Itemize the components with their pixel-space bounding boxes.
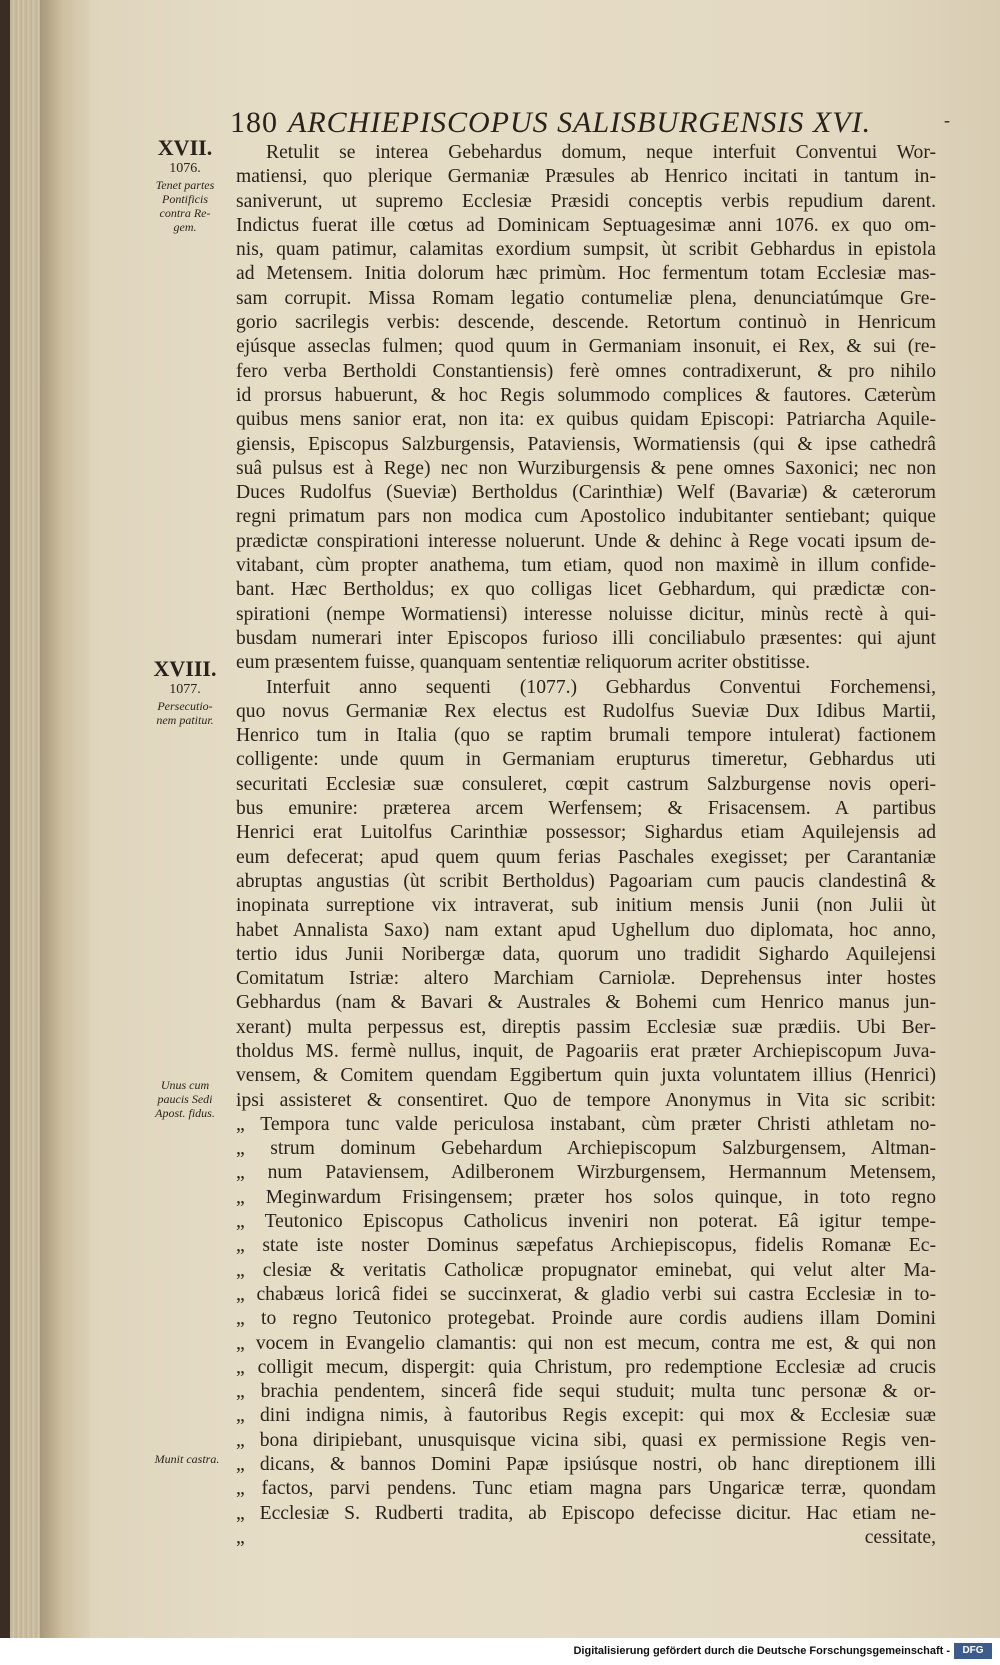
text-line: suâ pulsus est à Rege) nec non Wurziburgensis & pene omnes Saxonici; nec non: [236, 457, 936, 479]
text-line: bant. Hæc Bertholdus; ex quo colligas licet Gebhardum, qui prædictæ con-: [236, 579, 936, 601]
running-head: [230, 106, 930, 146]
margin-text-line: contra Re-: [159, 206, 211, 220]
text-line: Retulit se interea Gebehardus domum, neque interfuit Conventui Wor-: [266, 142, 936, 163]
margin-text-line: Pontificis: [162, 192, 208, 206]
margin-text-line: Unus cum: [160, 1078, 210, 1092]
running-title: ARCHIEPISCOPUS SALISBURGENSIS XVI.: [288, 106, 872, 139]
margin-note-unus-cum: [141, 1078, 229, 1120]
section-number: XVIII.: [153, 656, 217, 681]
text-line: „ Meginwardum Frisingensem; præter hos solos quinque, in toto regno: [236, 1186, 936, 1208]
gutter-shadow: [40, 0, 90, 1638]
text-line: xerant) multa perpessus est, direptis passim Ecclesiæ suæ prædiis. Ubi Ber-: [236, 1016, 936, 1038]
margin-year: 1076.: [169, 161, 201, 176]
text-line: eum defecerat; apud quem quum ferias Paschales exegisset; per Carantaniæ: [236, 846, 936, 868]
text-line: abruptas angustias (ùt scribit Bertholdus) Pagoariam cum paucis clandestinâ &: [236, 870, 936, 892]
text-line: regni primatum pars non modica cum Apostolico indubitanter sentiebant; quique: [236, 506, 936, 528]
text-line: Henrici erat Luitolfus Carinthiæ possessor; Sighardus etiam Aquilejensis ad: [236, 822, 936, 844]
text-line: „ cessitate,: [236, 1526, 936, 1548]
text-line: securitati Ecclesiæ suæ consuleret, cœpit castrum Salzburgense novis operi-: [236, 773, 936, 795]
text-line: „ Ecclesiæ S. Rudberti tradita, ab Episcopo defecisse dicitur. Hac etiam ne-: [236, 1502, 936, 1524]
text-line: tertio idus Junii Noribergæ data, quorum uno tradidit Sighardo Aquilejensi: [236, 943, 936, 965]
text-line: Henrico tum in Italia (quo se raptim brumali tempore intulerat) factionem: [236, 725, 936, 747]
text-line: Gebhardus (nam & Bavari & Australes & Bohemi cum Henrico manus jun-: [236, 992, 936, 1014]
text-line: Duces Rudolfus (Sueviæ) Bertholdus (Carinthiæ) Welf (Bavariæ) & cæterorum: [236, 482, 936, 504]
text-line: matiensi, quo plerique Germaniæ Præsules ab Henrico incitati in tantum in-: [236, 166, 936, 188]
text-line: „ to regno Teutonico protegebat. Proinde aure cordis audiens illam Domini: [236, 1308, 936, 1330]
text-line: Interfuit anno sequenti (1077.) Gebhardus Conventui Forchemensi,: [266, 676, 936, 698]
footer-bar: [0, 1638, 1000, 1665]
margin-text-line: Apost. fidus.: [155, 1106, 215, 1120]
text-line: prædictæ conspirationi interesse noluerunt. Unde & dehinc à Rege vocati ipsum de-: [236, 530, 936, 552]
text-line: ejúsque asseclas fulmen; quod quum in Germaniam insonuit, ei Rex, & sui (re-: [236, 336, 936, 358]
text-line: „ clesiæ & veritatis Catholicæ propugnator eminebat, qui velut alter Ma-: [236, 1259, 936, 1281]
margin-text-line: Persecutio-: [157, 699, 213, 713]
text-line: „ num Pataviensem, Adilberonem Wirzburgensem, Hermannum Metensem,: [236, 1162, 936, 1184]
text-line: ipsi assisteret & consentiret. Quo de tempore Anonymus in Vita sic scribit:: [236, 1089, 936, 1111]
text-line: „ strum dominum Gebehardum Archiepiscopum Salzburgensem, Altman-: [236, 1138, 936, 1160]
text-line: busdam numerari inter Episcopos furioso illi conciliabulo præsentes: qui ajunt: [236, 627, 936, 649]
text-line: saniverunt, ut supremo Ecclesiæ Præsidi conceptis verbis repudium darent.: [236, 190, 936, 212]
margin-note-munit-castra: Munit castra.: [154, 1452, 220, 1466]
margin-text-line: nem patitur.: [156, 713, 214, 727]
text-line: gorio sacrilegis verbis: descende, descende. Retortum continuò in Henricum: [236, 312, 936, 334]
text-line: „ state iste noster Dominus sæpefatus Archiepiscopus, fidelis Romanæ Ec-: [236, 1235, 936, 1257]
margin-note-xvii: [141, 135, 229, 234]
text-line: nis, quam patimur, calamitas exordium sumpsit, ùt scribit Gebhardus in epistola: [236, 239, 936, 261]
text-line: Comitatum Istriæ: altero Marchiam Carniolæ. Deprehensus inter hostes: [236, 968, 936, 990]
margin-year: 1077.: [169, 682, 201, 697]
text-line: inopinata surreptione vix intraverat, sub initium mensis Junii (non Julii ùt: [236, 895, 936, 917]
text-line: colligente: unde quum in Germaniam erupturus timeretur, Gebhardus uti: [236, 749, 936, 771]
text-line: sam corrupit. Missa Romam legatio contumeliæ plena, denunciatúmque Gre-: [236, 287, 936, 309]
text-line: „ bona diripiebant, unusquisque vicina sibi, quasi ex permissione Regis ven-: [236, 1429, 936, 1451]
page-stack: [10, 0, 40, 1638]
funding-credit: Digitalisierung gefördert durch die Deutsche Forschungsgemeinschaft -: [573, 1645, 950, 1657]
margin-note-xviii: [141, 656, 229, 727]
text-line: ad Metensem. Initia dolorum hæc primùm. Hoc fermentum totam Ecclesiæ mas-: [236, 263, 936, 285]
book-edge: [0, 0, 10, 1638]
text-line: Indictus fuerat ille cœtus ad Dominicam Septuagesimæ anni 1076. ex quo om-: [236, 214, 936, 236]
section-number: XVII.: [157, 135, 213, 160]
body-text: [236, 141, 936, 1550]
text-line: vitabant, cùm propter anathema, tum etiam, quod non maximè in illum confide-: [236, 555, 936, 577]
margin-text-line: Tenet partes: [155, 178, 215, 192]
text-line: „ Teutonico Episcopus Catholicus inveniri non poterat. Eâ igitur tempe-: [236, 1211, 936, 1233]
text-line: giensis, Episcopus Salzburgensis, Pataviensis, Wormatiensis (qui & ipse cathedrâ: [236, 433, 936, 455]
text-line: „ dicans, & bannos Domini Papæ ipsiúsque nostri, ob hanc direptionem illi: [236, 1454, 936, 1476]
text-line: „ Tempora tunc valde periculosa instabant, cùm præter Christi athletam no-: [236, 1113, 936, 1135]
text-line: spirationi (nempe Wormatiensi) interesse noluisse dicitur, minùs rectè à qui-: [236, 603, 936, 625]
text-line: „ chabæus loricâ fidei se succinxerat, & gladio verbi sui castra Ecclesiæ in to-: [236, 1283, 936, 1305]
margin-text-line: gem.: [173, 220, 197, 234]
text-line: quo novus Germaniæ Rex electus est Rudolfus Sueviæ Dux Idibus Martii,: [236, 700, 936, 722]
text-line: fero verba Bertholdi Constantiensis) ferè omnes contradixerunt, & pro nihilo: [236, 360, 936, 382]
text-line: bus emunire: præterea arcem Werfensem; & Frisacensem. A partibus: [236, 798, 936, 820]
text-line: tholdus MS. fermè nullus, inquit, de Pagoariis erat præter Archiepiscopum Juva-: [236, 1040, 936, 1062]
margin-text-line: paucis Sedi: [157, 1092, 213, 1106]
header-mark: -: [944, 110, 950, 130]
text-line: vensem, & Comitem quendam Eggibertum quin juxta voluntatem illius (Henrici): [236, 1065, 936, 1087]
text-line: „ brachia pendentem, sincerâ fide sequi studuit; multa tunc personæ & or-: [236, 1381, 936, 1403]
text-line: quibus mens sanior erat, non ita: ex quibus quidam Episcopi: Patriarcha Aquile-: [236, 409, 936, 431]
page-number: 180: [230, 106, 278, 139]
dfg-logo: DFG: [954, 1643, 992, 1659]
text-line: habet Annalista Saxo) nam extant apud Ughellum duo diplomata, hoc anno,: [236, 919, 936, 941]
text-line: id prorsus habuerunt, & hoc Regis solummodo complices & fautores. Cæterùm: [236, 384, 936, 406]
text-line: „ colligit mecum, dispergit: quia Christum, pro redemptione Ecclesiæ ad crucis: [236, 1356, 936, 1378]
text-line: „ dini indigna nimis, à fautoribus Regis excepit: qui mox & Ecclesiæ suæ: [236, 1405, 936, 1427]
text-line: „ vocem in Evangelio clamantis: qui non est mecum, contra me est, & qui non: [236, 1332, 936, 1354]
text-line: „ factos, parvi pendens. Tunc etiam magna pars Ungaricæ terræ, quondam: [236, 1478, 936, 1500]
text-line: eum præsentem fuisse, quanquam sententiæ reliquorum acriter obstitisse.: [236, 652, 811, 674]
